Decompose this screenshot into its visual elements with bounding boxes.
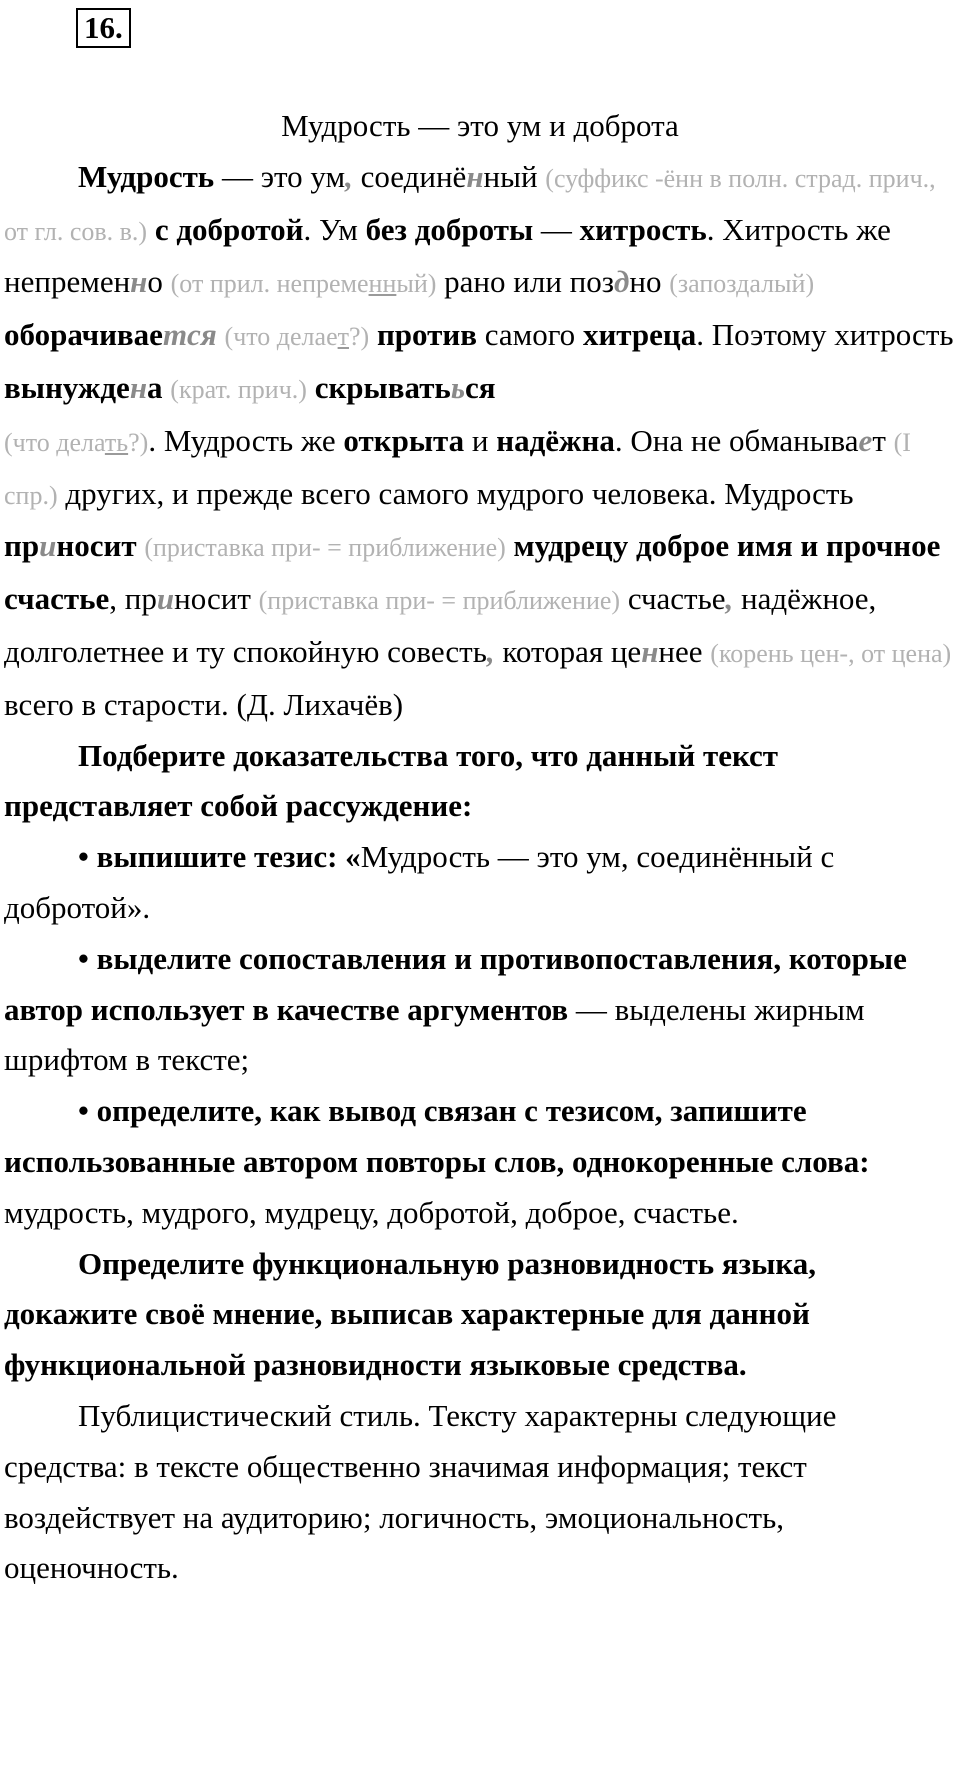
- note-fragment: ый): [396, 269, 437, 299]
- text-fragment: против: [376, 317, 477, 353]
- text-fragment: и: [464, 422, 497, 458]
- spelling-mark: и: [156, 581, 175, 617]
- grammar-note: [4, 428, 148, 457]
- text-fragment: скрывать: [314, 369, 451, 405]
- text-fragment: , пр: [109, 581, 157, 617]
- note-fragment: (что дела: [4, 427, 105, 457]
- text-fragment: надёжна: [496, 422, 615, 458]
- text-fragment: вынужде: [4, 369, 130, 405]
- spelling-mark: н: [130, 264, 148, 300]
- spelling-mark: е: [858, 422, 873, 458]
- text-fragment: надёжное, долголетнее и ту спокойную совесть: [4, 581, 877, 669]
- text-fragment: всего в старости. (Д. Лихачёв): [4, 686, 404, 722]
- text-fragment: о: [147, 264, 171, 300]
- note-fragment: (что делае: [224, 322, 338, 352]
- task-question-2: [4, 1239, 956, 1391]
- note-underline: т: [337, 322, 349, 352]
- task-number: [76, 8, 131, 48]
- spelling-mark: и: [39, 528, 57, 564]
- text-fragment: ный: [483, 158, 546, 194]
- text-fragment: нее: [658, 633, 711, 669]
- text-fragment: которая це: [494, 633, 642, 669]
- bullet-label: • определите, как вывод связан с тезисом, запишите использованные автором повторы слов, однокоренные слова:: [4, 1093, 870, 1179]
- grammar-note: [225, 322, 370, 351]
- text-fragment: носит: [174, 581, 259, 617]
- text-fragment: т: [872, 422, 894, 458]
- spelling-mark: ,: [486, 633, 495, 669]
- grammar-note: (суффикс -ённ в полн. страд. прич., от гл. сов. в.): [4, 163, 936, 246]
- text-fragment: с добротой: [154, 211, 304, 247]
- grammar-note: (приставка при- = приближение): [258, 586, 621, 616]
- spelling-mark: н: [641, 633, 659, 669]
- note-underline: ть: [104, 427, 129, 457]
- text-fragment: рано или поз: [436, 264, 614, 300]
- text-fragment: . Мудрость же: [148, 422, 344, 458]
- spelling-mark: н: [129, 369, 148, 405]
- text-fragment: хитрость: [579, 211, 707, 247]
- source-text-paragraph: [4, 152, 956, 731]
- task-question-1: [4, 731, 956, 833]
- bullet-conclusion: [4, 1086, 956, 1238]
- text-fragment: Мудрость: [78, 158, 215, 194]
- text-fragment: без доброты: [365, 211, 534, 247]
- grammar-note: (приставка при- = приближение): [144, 533, 506, 563]
- note-fragment: (от прил. непреме: [170, 269, 369, 299]
- text-fragment: [369, 317, 377, 352]
- text-title: Мудрость — это ум и доброта: [281, 108, 679, 143]
- text-fragment: . Ум: [303, 211, 366, 247]
- grammar-note: [669, 269, 814, 298]
- bullet-thesis: [4, 832, 956, 934]
- text-fragment: пр: [4, 528, 40, 564]
- question-text: Определите функциональную разновидность языка, докажите своё мнение, выписав характерные для данной функциональной разновидности языковые средства.: [4, 1245, 816, 1383]
- note-fragment: ?): [128, 427, 149, 457]
- text-fragment: [217, 317, 225, 352]
- text-fragment: других, и прежде всего самого мудрого человека. Мудрость: [57, 475, 854, 511]
- spelling-mark: н: [466, 158, 484, 194]
- grammar-note: [171, 269, 437, 298]
- bullet-label: • выпишите тезис: «: [78, 839, 361, 875]
- text-fragment: . Она не обманыва: [614, 422, 859, 458]
- note-underline: д: [736, 269, 750, 299]
- text-fragment: ся: [464, 369, 496, 405]
- grammar-note: (корень цен-, от цена): [710, 638, 952, 668]
- spelling-mark: тся: [162, 317, 217, 353]
- text-fragment: мудрецу доброе имя и прочное счастье: [4, 528, 941, 617]
- grammar-note: (I спр.): [4, 427, 911, 510]
- text-fragment: но: [629, 264, 670, 300]
- task-number-box: 16.: [76, 8, 131, 48]
- bullet-answer: мудрость, мудрого, мудрецу, добротой, доброе, счастье.: [4, 1194, 739, 1230]
- text-fragment: хитреца: [582, 317, 697, 353]
- question-text: Подберите доказательства того, что данный текст представляет собой рассуждение:: [4, 737, 779, 824]
- answer-paragraph: Публицистический стиль. Тексту характерны следующие средства: в тексте общественно значимая информация; текст воздействует на аудиторию; логичность, эмоциональность, оценочность.: [4, 1397, 837, 1586]
- note-fragment: (запоз: [669, 269, 737, 299]
- text-fragment: [147, 212, 155, 247]
- grammar-note: (крат. прич.): [170, 374, 307, 404]
- text-fragment: соединё: [352, 158, 467, 194]
- text-fragment: открыта: [343, 422, 465, 458]
- bullet-arguments: [4, 934, 956, 1086]
- text-fragment: оборачивае: [4, 317, 163, 353]
- text-fragment: — это ум: [214, 158, 346, 194]
- bullet-answer: Мудрость — это ум, соединённый с добротой».: [4, 839, 835, 925]
- document-body: [4, 101, 956, 1594]
- spelling-mark: ,: [725, 581, 734, 617]
- text-fragment: а: [147, 369, 163, 405]
- text-fragment: . Поэтому хитрость: [696, 317, 954, 353]
- text-fragment: —: [533, 211, 580, 247]
- text-fragment: носит: [56, 528, 137, 564]
- spelling-mark: д: [614, 264, 630, 300]
- bullet-answer: — выделены жирным шрифтом в тексте;: [4, 991, 865, 1078]
- text-fragment: самого: [476, 317, 583, 353]
- note-fragment: ?): [348, 322, 370, 352]
- text-fragment: . Хитрость же непремен: [4, 211, 891, 300]
- text-fragment: счастье: [620, 581, 726, 617]
- note-fragment: алый): [749, 269, 815, 299]
- spelling-mark: ,: [345, 158, 353, 194]
- bullet-label: • выделите сопоставления и противопоставления, которые автор использует в качестве аргументов: [4, 940, 907, 1027]
- note-underline: нн: [368, 269, 397, 299]
- spelling-mark: ь: [450, 369, 465, 405]
